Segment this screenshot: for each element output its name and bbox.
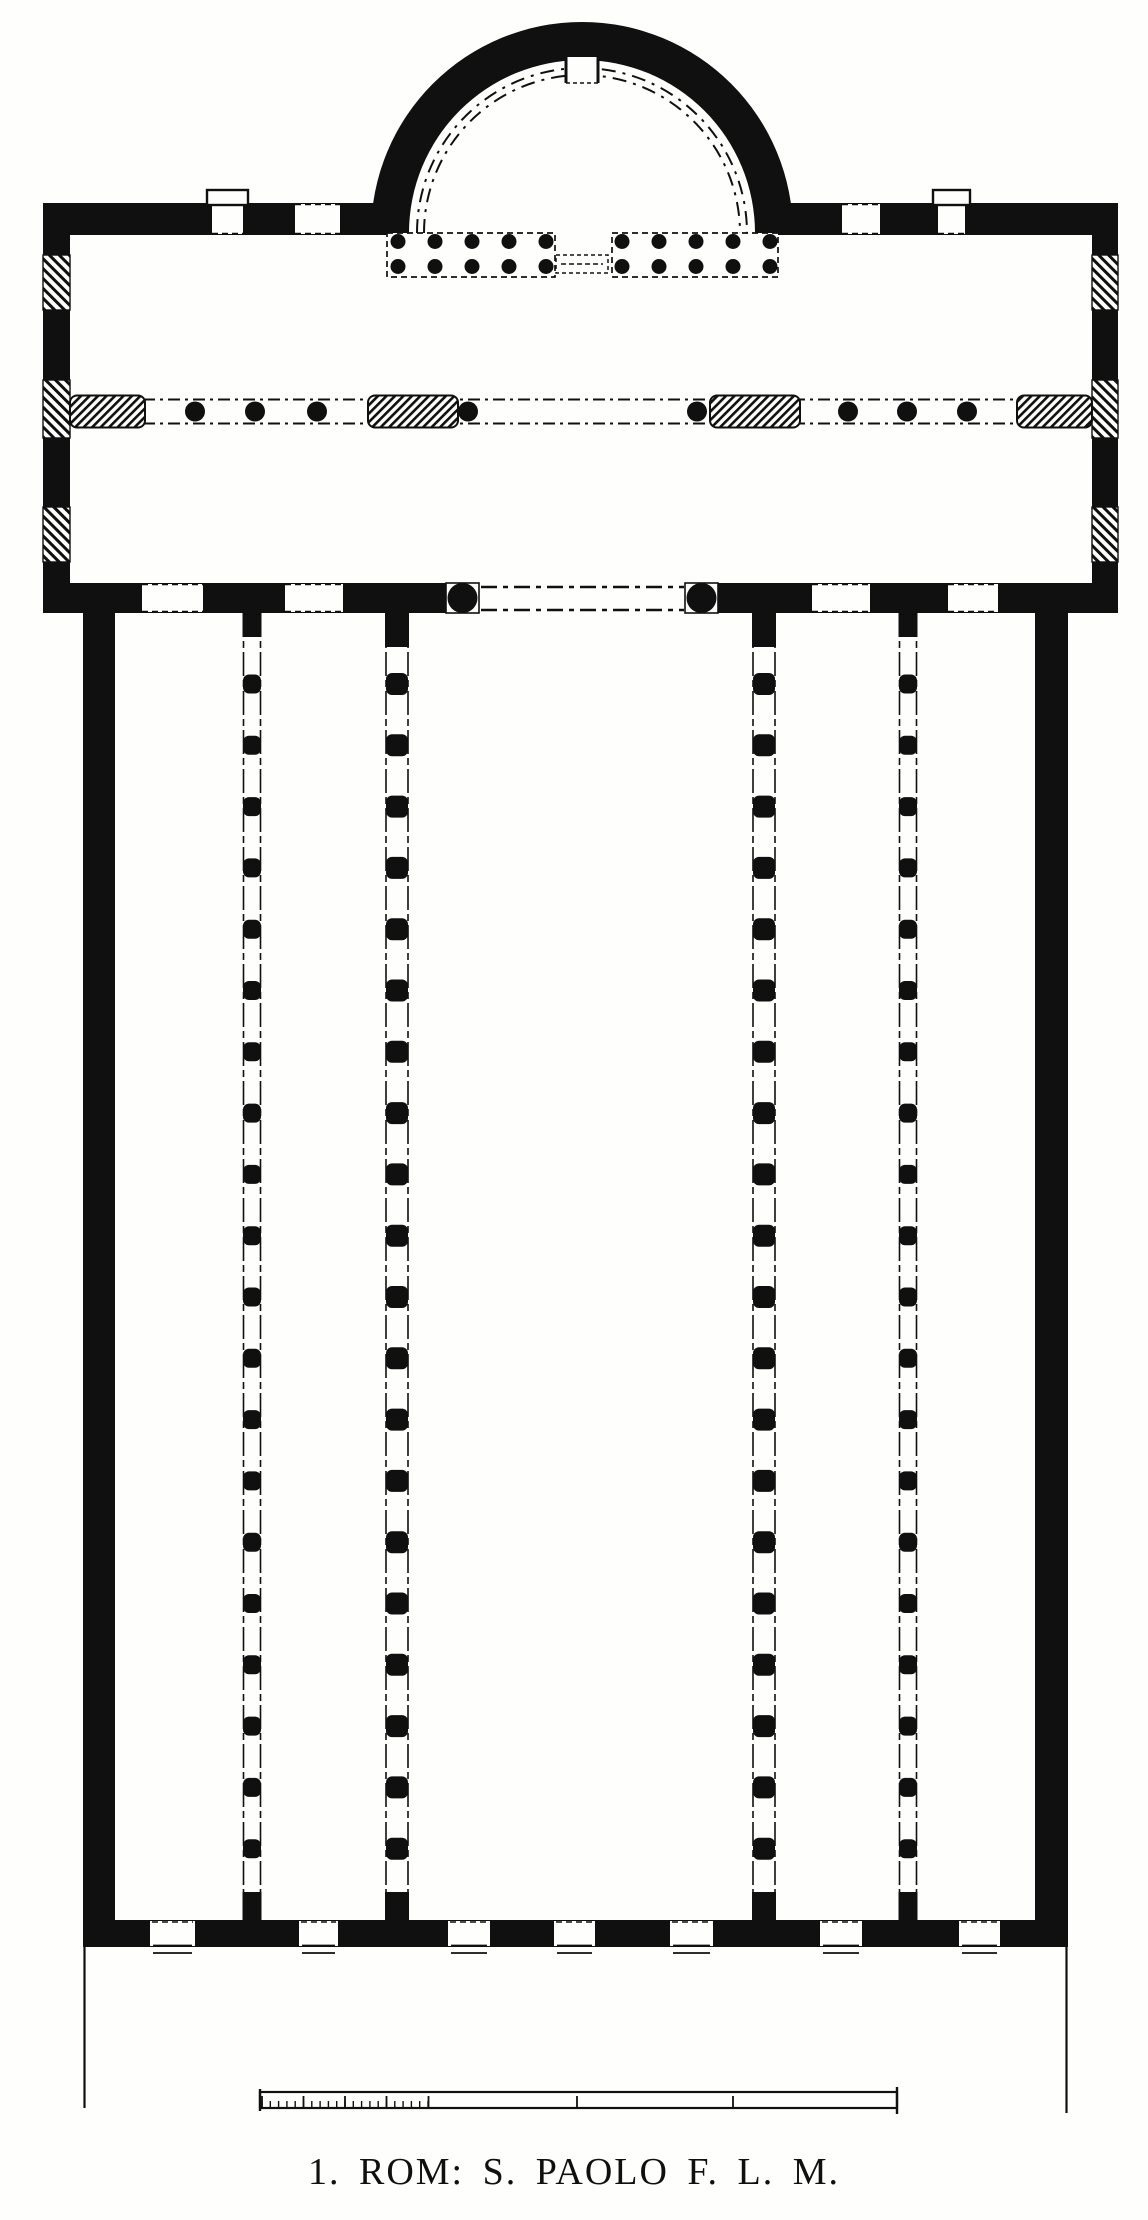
apse-niche (566, 53, 598, 83)
figure-caption: 1. ROM: S. PAOLO F. L. M. (307, 2151, 841, 2193)
transept-wall-left (43, 203, 70, 613)
transept-wall-right (1092, 203, 1118, 613)
